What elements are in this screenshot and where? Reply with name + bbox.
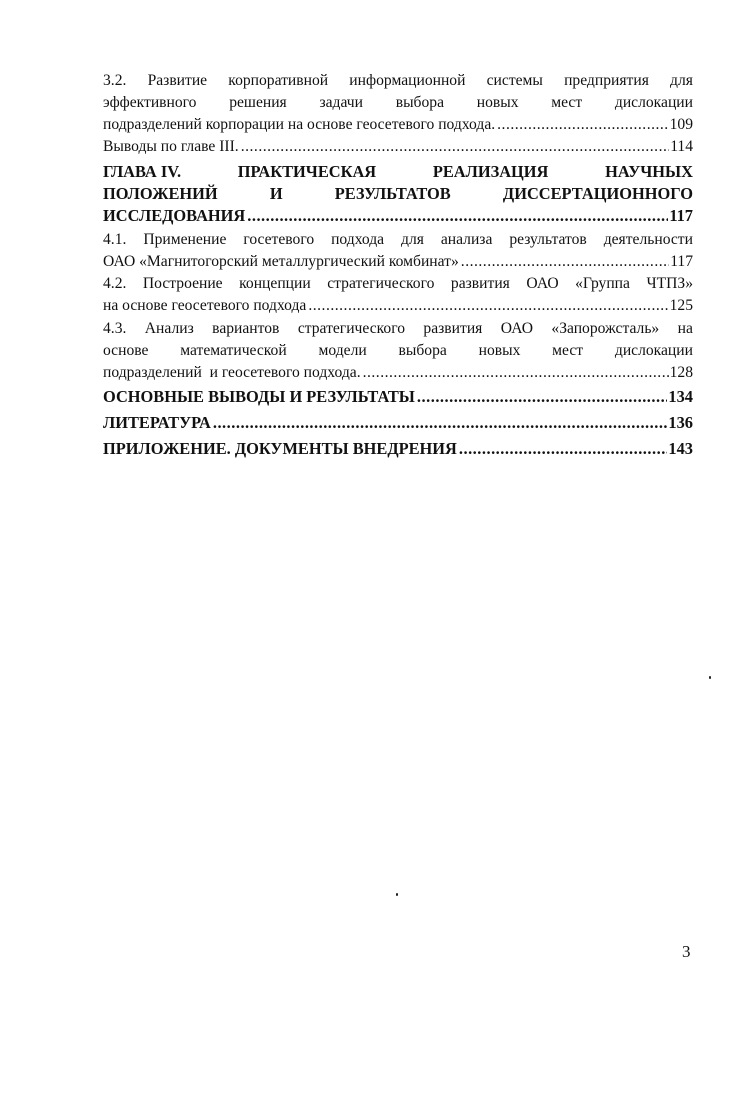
toc-leader-line [103, 205, 693, 227]
word: модели [318, 342, 367, 359]
word: математической [180, 342, 287, 359]
scan-speck [709, 676, 711, 679]
toc-entry-text: ПРИЛОЖЕНИЕ. ДОКУМЕНТЫ ВНЕДРЕНИЯ [103, 439, 457, 458]
word: подхода [331, 231, 385, 248]
word: ЧТПЗ» [646, 275, 693, 292]
dot-leader [461, 251, 669, 273]
word: мест [551, 94, 583, 111]
toc-line [103, 229, 693, 251]
word: Построение [142, 275, 223, 292]
toc-entry-text: ИССЛЕДОВАНИЯ [103, 206, 246, 225]
toc-entry-results [103, 386, 693, 408]
word: развития [450, 275, 510, 292]
toc-leader-line [103, 136, 693, 158]
word: ОАО [500, 320, 533, 337]
word: системы [486, 72, 543, 89]
toc-leader-line [103, 386, 693, 408]
dot-leader [363, 362, 669, 384]
toc-page-number: 136 [668, 413, 693, 432]
toc-page-number: 143 [668, 439, 693, 458]
word: развития [423, 320, 483, 337]
toc-entry-text: ОСНОВНЫЕ ВЫВОДЫ И РЕЗУЛЬТАТЫ [103, 387, 415, 406]
toc-leader-line [103, 295, 693, 317]
toc-page-number: 128 [669, 364, 693, 381]
word: предприятия [564, 72, 649, 89]
toc-entry-chapter-4 [103, 161, 693, 227]
word: ДИССЕРТАЦИОННОГО [502, 184, 693, 203]
word: анализа [440, 231, 493, 248]
toc-entry-3-2 [103, 70, 693, 136]
toc-page-number: 134 [668, 387, 693, 406]
toc-entry-literature [103, 412, 693, 434]
word: выбора [398, 342, 447, 359]
toc-entry-text: ОАО «Магнитогорский металлургический комбинат» [103, 253, 459, 270]
page-number: 3 [682, 942, 691, 961]
toc-line [103, 70, 693, 92]
word: госетевого [243, 231, 315, 248]
word: дислокации [614, 94, 693, 111]
dot-leader [459, 438, 668, 460]
word: ПОЛОЖЕНИЙ [103, 184, 218, 203]
toc-line [103, 161, 693, 183]
dot-leader [213, 412, 668, 434]
toc-entry-text: подразделений и геосетевого подхода. [103, 364, 361, 381]
word: выбора [395, 94, 444, 111]
word: НАУЧНЫХ [605, 162, 693, 181]
word: стратегического [327, 275, 435, 292]
dot-leader [497, 114, 668, 136]
word: результатов [509, 231, 587, 248]
word: 3.2. [103, 72, 127, 89]
dot-leader [247, 205, 668, 227]
toc-page-number: 117 [670, 253, 693, 270]
toc-page-number: 125 [669, 297, 693, 314]
word: Анализ [144, 320, 194, 337]
word: ОАО [526, 275, 559, 292]
dot-leader [308, 295, 668, 317]
toc-page-number: 114 [670, 138, 693, 155]
toc-entry-text: Выводы по главе III. [103, 138, 239, 155]
word: концепции [239, 275, 311, 292]
toc-leader-line [103, 114, 693, 136]
dot-leader [241, 136, 669, 158]
word: РЕАЛИЗАЦИЯ [432, 162, 549, 181]
word: задачи [319, 94, 363, 111]
toc-entry-4-2 [103, 273, 693, 317]
toc-entry-text: на основе геосетевого подхода [103, 297, 307, 314]
word: 4.2. [103, 275, 127, 292]
toc-line [103, 92, 693, 114]
word: 4.3. [103, 320, 127, 337]
scan-speck [396, 893, 398, 896]
word: основе [103, 342, 149, 359]
word: вариантов [212, 320, 280, 337]
word: И [269, 184, 283, 203]
toc-page-number: 109 [669, 116, 693, 133]
toc-page-number: 117 [669, 206, 693, 225]
word: эффективного [103, 94, 197, 111]
word: РЕЗУЛЬТАТОВ [334, 184, 451, 203]
toc-leader-line [103, 412, 693, 434]
toc-line [103, 273, 693, 295]
word: для [401, 231, 424, 248]
toc-line [103, 183, 693, 205]
toc-leader-line [103, 362, 693, 384]
word: ГЛАВА IV. [103, 162, 182, 181]
toc-entry-4-3 [103, 318, 693, 384]
toc-entry-4-1 [103, 229, 693, 273]
word: Применение [143, 231, 227, 248]
word: Развитие [147, 72, 208, 89]
word: дислокации [614, 342, 693, 359]
dot-leader [417, 386, 667, 408]
word: на [677, 320, 693, 337]
word: «Запорожсталь» [551, 320, 660, 337]
word: деятельности [603, 231, 693, 248]
word: «Группа [575, 275, 630, 292]
toc-entry-conclusions-3 [103, 136, 693, 158]
word: стратегического [297, 320, 406, 337]
toc-leader-line [103, 251, 693, 273]
word: новых [476, 94, 519, 111]
word: мест [552, 342, 584, 359]
toc-leader-line [103, 438, 693, 460]
toc-entry-appendix [103, 438, 693, 460]
toc-line [103, 318, 693, 340]
toc-line [103, 340, 693, 362]
word: новых [478, 342, 521, 359]
toc-entry-text: подразделений корпорации на основе геосетевого подхода. [103, 116, 496, 133]
word: информационной [349, 72, 466, 89]
word: 4.1. [103, 231, 127, 248]
word: решения [229, 94, 287, 111]
toc-entry-text: ЛИТЕРАТУРА [103, 413, 211, 432]
word: корпоративной [228, 72, 329, 89]
word: ПРАКТИЧЕСКАЯ [237, 162, 377, 181]
word: для [670, 72, 693, 89]
